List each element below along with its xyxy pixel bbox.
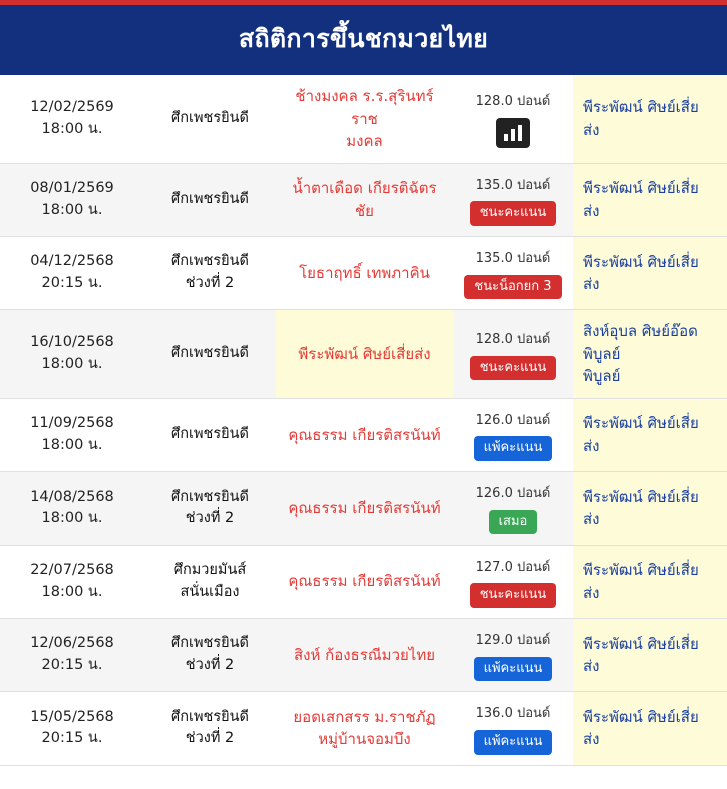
fighter-name-line2: พิบูลย์ (583, 367, 621, 386)
table-row[interactable] (0, 163, 727, 236)
opponent-cell[interactable] (276, 692, 453, 765)
status-badge: แพ้คะแนน (474, 730, 553, 755)
event-name: ศึกเพชรยินดี (171, 708, 249, 725)
table-row[interactable] (0, 398, 727, 471)
status-badge: ชนะคะแนน (470, 201, 557, 226)
opponent-name: โยธาฤทธิ์ เทพภาคิน (299, 263, 430, 282)
fight-time: 18:00 น. (41, 436, 103, 453)
fight-date-cell (0, 692, 144, 765)
fight-date: 11/09/2568 (30, 415, 114, 432)
fight-weight: 135.0 ปอนด์ (475, 177, 551, 193)
fighter-name-line2: ส่ง (583, 275, 600, 294)
event-name-line2: สนั่นเมือง (180, 583, 240, 600)
opponent-cell[interactable] (276, 163, 453, 236)
fight-date-cell (0, 75, 144, 163)
status-badge: ชนะน็อกยก 3 (464, 275, 561, 300)
event-name-cell (144, 472, 276, 545)
event-name-cell (144, 163, 276, 236)
page-title: สถิติการขึ้นชกมวยไทย (0, 5, 727, 75)
opponent-name: น้ำตาเดือด เกียรติฉัตรชัย (292, 179, 437, 220)
weight-result-cell (453, 618, 573, 691)
opponent-name: ยอดเสกสรร ม.ราชภัฏ (293, 707, 436, 726)
fight-date: 16/10/2568 (30, 334, 114, 351)
fighter-name-line2: ส่ง (583, 657, 600, 676)
weight-result-cell (453, 692, 573, 765)
weight-result-cell (453, 75, 573, 163)
fight-date-cell (0, 398, 144, 471)
fighter-name: สิงห์อุบล ศิษย์อ๊อดพิบูลย์ (583, 322, 698, 363)
fighter-name: พีระพัฒน์ ศิษย์เสี่ย (583, 561, 699, 580)
event-name-cell (144, 310, 276, 399)
weight-result-cell (453, 310, 573, 399)
fighter-name: พีระพัฒน์ ศิษย์เสี่ย (583, 179, 699, 198)
event-name: ศึกเพชรยินดี (171, 488, 249, 505)
fight-time: 20:15 น. (41, 657, 103, 674)
fight-date-cell (0, 618, 144, 691)
table-row[interactable] (0, 472, 727, 545)
fighter-cell[interactable] (573, 545, 727, 618)
event-name: ศึกเพชรยินดี (171, 345, 249, 362)
fight-time: 20:15 น. (41, 730, 103, 747)
fighter-name: พีระพัฒน์ ศิษย์เสี่ย (583, 252, 699, 271)
fight-time: 18:00 น. (41, 510, 103, 527)
event-name: ศึกเพชรยินดี (171, 109, 249, 126)
opponent-cell[interactable] (276, 618, 453, 691)
event-name: ศึกเพชรยินดี (171, 190, 249, 207)
opponent-cell[interactable] (276, 472, 453, 545)
opponent-cell[interactable] (276, 310, 453, 399)
event-name-cell (144, 545, 276, 618)
weight-result-cell (453, 545, 573, 618)
fight-weight: 129.0 ปอนด์ (475, 632, 551, 648)
fighter-name-line2: ส่ง (583, 730, 600, 749)
status-badge: เสมอ (489, 510, 538, 535)
fighter-cell[interactable] (573, 618, 727, 691)
fight-date-cell (0, 163, 144, 236)
fight-date: 08/01/2569 (30, 179, 114, 196)
event-name-line2: ช่วงที่ 2 (185, 275, 235, 292)
fighter-name: พีระพัฒน์ ศิษย์เสี่ย (583, 634, 699, 653)
weight-result-cell (453, 472, 573, 545)
opponent-name: สิงห์ ก้องธรณีมวยไทย (294, 645, 435, 664)
opponent-name-line2: หมู่บ้านจอมบึง (318, 730, 411, 749)
fight-weight: 128.0 ปอนด์ (475, 331, 551, 347)
fight-time: 18:00 น. (41, 583, 103, 600)
fighter-name-line2: ส่ง (583, 510, 600, 529)
event-name-line2: ช่วงที่ 2 (185, 657, 235, 674)
event-name-cell (144, 692, 276, 765)
fight-weight: 135.0 ปอนด์ (475, 250, 551, 266)
event-name-line2: ช่วงที่ 2 (185, 510, 235, 527)
fighter-cell[interactable] (573, 692, 727, 765)
status-badge: แพ้คะแนน (474, 657, 553, 682)
fight-weight: 126.0 ปอนด์ (475, 412, 551, 428)
opponent-name: คุณธรรม เกียรติสรนันท์ (288, 572, 441, 591)
fight-date: 12/06/2568 (30, 635, 114, 652)
table-row[interactable] (0, 545, 727, 618)
fighter-name: พีระพัฒน์ ศิษย์เสี่ย (583, 487, 699, 506)
fighter-name: พีระพัฒน์ ศิษย์เสี่ย (583, 414, 699, 433)
opponent-name: ช้างมงคล ร.ร.สุรินทร์ราช (295, 87, 434, 128)
fighter-name-line2: ส่ง (583, 583, 600, 602)
fight-time: 18:00 น. (41, 120, 103, 137)
table-row[interactable] (0, 236, 727, 309)
opponent-cell[interactable] (276, 75, 453, 163)
fighter-name-line2: ส่ง (583, 201, 600, 220)
weight-result-cell (453, 398, 573, 471)
fight-date-cell (0, 545, 144, 618)
fight-date: 14/08/2568 (30, 488, 114, 505)
event-name-cell (144, 398, 276, 471)
table-row[interactable] (0, 75, 727, 163)
opponent-name: พีระพัฒน์ ศิษย์เสี่ยส่ง (298, 344, 431, 363)
fight-date: 12/02/2569 (30, 99, 114, 115)
fight-time: 18:00 น. (41, 356, 103, 372)
fight-date: 22/07/2568 (30, 561, 114, 578)
event-name: ศึกเพชรยินดี (171, 426, 249, 443)
fight-weight: 128.0 ปอนด์ (475, 93, 551, 109)
fight-time: 20:15 น. (41, 275, 103, 292)
fighter-name: พีระพัฒน์ ศิษย์เสี่ย (583, 707, 699, 726)
opponent-cell[interactable] (276, 545, 453, 618)
fighter-cell[interactable] (573, 75, 727, 163)
status-badge: แพ้คะแนน (474, 436, 553, 461)
fight-date: 15/05/2568 (30, 708, 114, 725)
fight-history-body (0, 75, 727, 765)
fighter-name: พีระพัฒน์ ศิษย์เสี่ย (583, 98, 699, 117)
weight-result-cell (453, 163, 573, 236)
opponent-name: คุณธรรม เกียรติสรนันท์ (288, 425, 441, 444)
table-row[interactable] (0, 618, 727, 691)
fighter-cell[interactable] (573, 472, 727, 545)
bar-chart-icon[interactable] (496, 118, 530, 148)
status-badge: ชนะคะแนน (470, 356, 557, 381)
fighter-cell[interactable] (573, 163, 727, 236)
fighter-cell[interactable] (573, 310, 727, 399)
event-name: ศึกมวยมันส์ (173, 561, 247, 578)
fighter-name-line2: ส่ง (583, 120, 600, 139)
event-name-line2: ช่วงที่ 2 (185, 730, 235, 747)
event-name: ศึกเพชรยินดี (171, 635, 249, 652)
status-badge: ชนะคะแนน (470, 583, 557, 608)
fighter-cell[interactable] (573, 236, 727, 309)
fight-date: 04/12/2568 (30, 253, 114, 270)
fight-weight: 127.0 ปอนด์ (475, 559, 551, 575)
opponent-name-line2: มงคล (346, 132, 383, 150)
event-name-cell (144, 236, 276, 309)
table-row[interactable] (0, 692, 727, 765)
opponent-name: คุณธรรม เกียรติสรนันท์ (288, 499, 441, 518)
fight-time: 18:00 น. (41, 201, 103, 218)
fight-weight: 126.0 ปอนด์ (475, 486, 551, 502)
event-name-cell (144, 75, 276, 163)
fight-weight: 136.0 ปอนด์ (475, 706, 551, 722)
fight-date-cell (0, 472, 144, 545)
opponent-cell[interactable] (276, 236, 453, 309)
fight-history-table (0, 75, 727, 766)
fighter-name-line2: ส่ง (583, 436, 600, 455)
table-row[interactable] (0, 310, 727, 399)
weight-result-cell (453, 236, 573, 309)
fight-date-cell (0, 310, 144, 399)
fighter-cell[interactable] (573, 398, 727, 471)
opponent-cell[interactable] (276, 398, 453, 471)
fight-date-cell (0, 236, 144, 309)
event-name-cell (144, 618, 276, 691)
event-name: ศึกเพชรยินดี (171, 253, 249, 270)
